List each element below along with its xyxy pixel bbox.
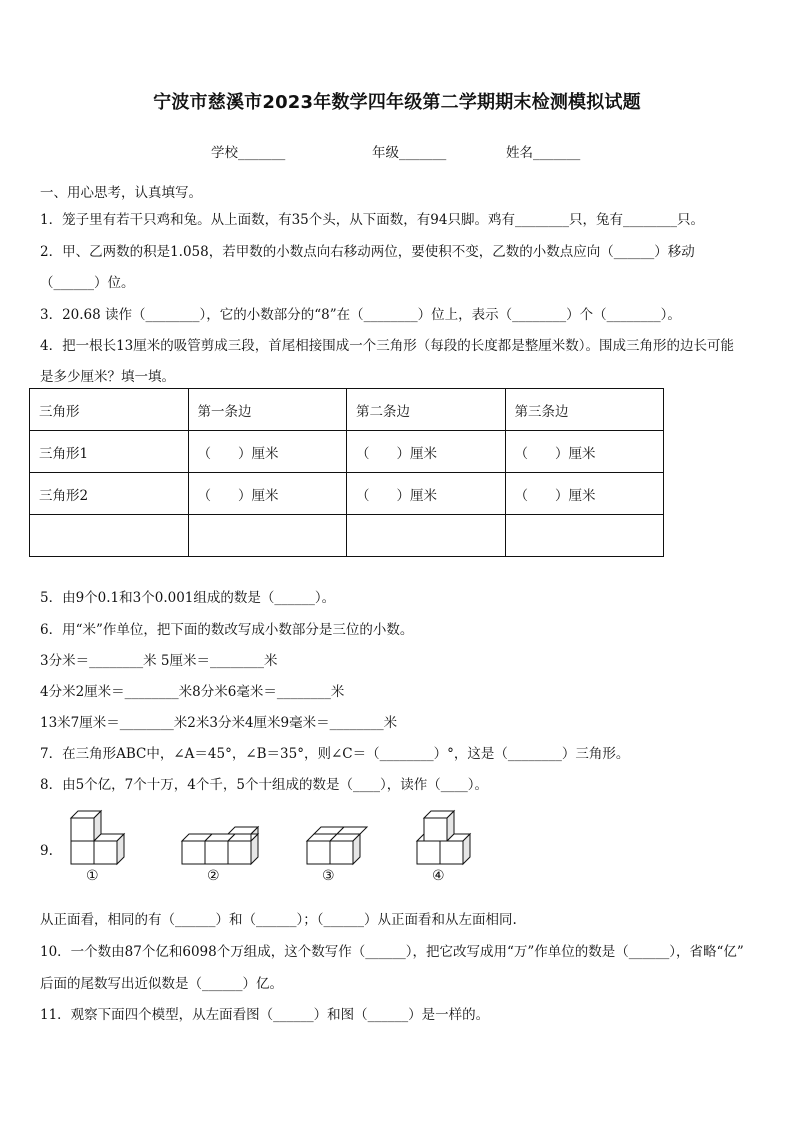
cube-figure-1 [71, 811, 124, 864]
figure-label-1: ① [86, 868, 99, 884]
table-cell[interactable] [188, 515, 347, 557]
question-7: 7．在三角形ABC中，∠A＝45°，∠B＝35°，则∠C＝（________）°，这是（________）三角形。 [40, 746, 630, 762]
table-cell: 三角形2 [30, 473, 189, 515]
table-cell[interactable]: （ ）厘米 [505, 431, 664, 473]
table-row [30, 431, 664, 473]
question-6-c: 13米7厘米＝________米2米3分米4厘米9毫米＝________米 [40, 715, 398, 731]
question-6: 6．用“米”作单位，把下面的数改写成小数部分是三位的小数。 [40, 622, 414, 638]
cube-figure-3 [307, 827, 367, 864]
question-2-line-1: 2．甲、乙两数的积是1.058，若甲数的小数点向右移动两位，要使积不变，乙数的小数点应向（______）移动 [40, 244, 695, 260]
section-heading: 一、用心思考，认真填写。 [40, 185, 202, 201]
school-field: 学校_______ [211, 145, 286, 161]
table-header-row [30, 389, 664, 431]
table-header-cell: 第三条边 [505, 389, 664, 431]
page-title: 宁波市慈溪市2023年数学四年级第二学期期末检测模拟试题 [153, 92, 641, 113]
question-9-text: 从正面看，相同的有（______）和（______）；（______）从正面看和从左面相同. [40, 912, 517, 928]
question-11: 11．观察下面四个模型，从左面看图（______）和图（______）是一样的。 [40, 1007, 490, 1023]
figure-label-2: ② [207, 868, 220, 884]
table-cell[interactable]: （ ）厘米 [347, 431, 506, 473]
cube-figure-4 [417, 811, 470, 864]
table-cell[interactable]: （ ）厘米 [505, 473, 664, 515]
table-cell[interactable] [30, 515, 189, 557]
question-5: 5．由9个0.1和3个0.001组成的数是（______）。 [40, 590, 336, 606]
table-header-cell: 第二条边 [347, 389, 506, 431]
cube-figures [0, 800, 794, 900]
table-cell[interactable]: （ ）厘米 [347, 473, 506, 515]
table-cell[interactable]: （ ）厘米 [188, 431, 347, 473]
table-row [30, 515, 664, 557]
question-4-line-1: 4．把一根长13厘米的吸管剪成三段，首尾相接围成一个三角形（每段的长度都是整厘米数）。围成三角形的边长可能 [40, 338, 735, 354]
table-header-cell: 第一条边 [188, 389, 347, 431]
question-10-line-2: 后面的尾数写出近似数是（______）亿。 [40, 976, 283, 992]
figure-label-4: ④ [432, 868, 445, 884]
figure-label-3: ③ [322, 868, 335, 884]
question-4-line-2: 是多少厘米？填一填。 [40, 369, 175, 385]
question-6-b: 4分米2厘米＝________米8分米6毫米＝________米 [40, 684, 345, 700]
question-3: 3．20.68 读作（________），它的小数部分的“8”在（________）位上，表示（________）个（________）。 [40, 307, 681, 323]
table-header-cell: 三角形 [30, 389, 189, 431]
question-9-number: 9. [40, 843, 53, 859]
table-cell[interactable]: （ ）厘米 [188, 473, 347, 515]
question-8: 8．由5个亿，7个十万，4个千，5个十组成的数是（____），读作（____）。 [40, 777, 488, 793]
table-cell[interactable] [347, 515, 506, 557]
table-cell[interactable] [505, 515, 664, 557]
grade-field: 年级_______ [372, 145, 447, 161]
question-10-line-1: 10．一个数由87个亿和6098个万组成，这个数写作（______），把它改写成用“万”作单位的数是（______），省略“亿” [40, 944, 744, 960]
table-cell: 三角形1 [30, 431, 189, 473]
question-1: 1．笼子里有若干只鸡和兔。从上面数，有35个头，从下面数，有94只脚。鸡有________只，兔有________只。 [40, 212, 704, 228]
table-row [30, 473, 664, 515]
name-field: 姓名_______ [506, 145, 581, 161]
triangle-table [29, 388, 664, 557]
question-2-line-2: （______）位。 [40, 275, 135, 291]
cube-figure-2 [182, 827, 258, 864]
question-6-a: 3分米＝________米 5厘米＝________米 [40, 653, 278, 669]
